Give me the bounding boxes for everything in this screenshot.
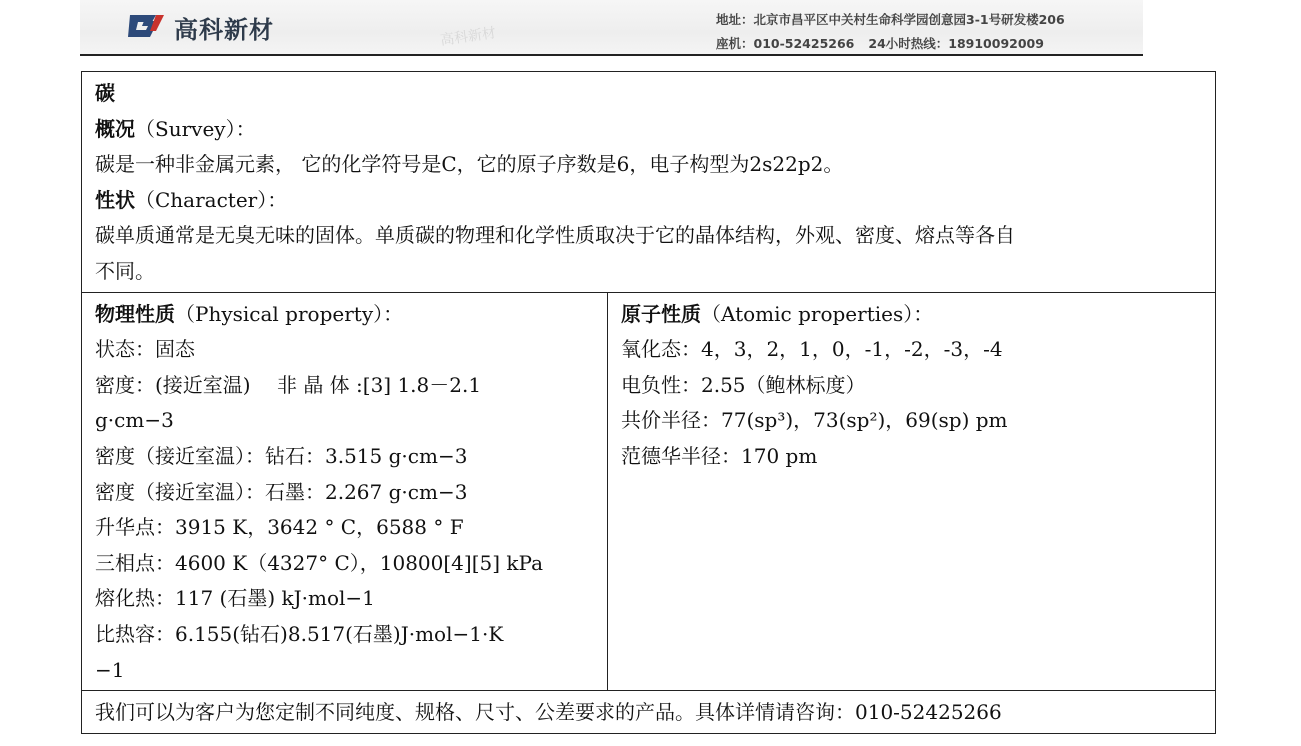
landline: 座机：010-52425266 [716, 36, 855, 51]
character-text-line-2: 不同。 [95, 258, 155, 283]
physical-properties-section [82, 292, 608, 691]
footer-section [82, 691, 1216, 734]
atomic-title: 原子性质 [621, 301, 701, 326]
physical-triple-point: 三相点：4600 K（4327° C），10800[4][5] kPa [95, 550, 543, 575]
survey-heading [95, 112, 1203, 148]
survey-text: 碳是一种非金属元素， 它的化学符号是C，它的原子序数是6，电子构型为2s22p2。 [95, 152, 844, 177]
watermark: 高科新材 [439, 25, 497, 49]
character-text-line-1: 碳单质通常是无臭无味的固体。单质碳的物理和化学性质取决于它的晶体结构，外观、密度、熔点等各自 [95, 223, 1015, 248]
physical-title-en: （Physical property）： [175, 301, 404, 326]
overview-section [82, 72, 1216, 293]
atomic-heading [621, 297, 1203, 333]
atomic-oxidation-states: 氧化态：4，3，2，1，0，-1，-2，-3，-4 [621, 337, 1003, 362]
character-title: 性状 [95, 187, 135, 212]
company-logo-icon [126, 9, 166, 43]
element-datasheet [81, 71, 1216, 734]
survey-title: 概况 [95, 116, 135, 141]
physical-state: 状态：固态 [95, 337, 195, 362]
atomic-properties-section [608, 292, 1216, 691]
physical-heat-capacity: 比热容：6.155(钻石)8.517(石墨)J·mol−1·K [95, 621, 504, 646]
survey-title-en: （Survey）： [135, 116, 256, 141]
physical-density-diamond: 密度（接近室温）：钻石：3.515 g·cm−3 [95, 443, 468, 468]
character-title-en: （Character）： [135, 187, 288, 212]
physical-heading [95, 297, 595, 333]
atomic-title-en: （Atomic properties）： [701, 301, 934, 326]
physical-density-amorphous: 密度：(接近室温) 非 晶 体 :[3] 1.8－2.1 [95, 372, 482, 397]
physical-fusion-heat: 熔化热：117 (石墨) kJ·mol−1 [95, 586, 375, 611]
character-heading [95, 183, 1203, 219]
physical-density-graphite: 密度（接近室温）：石墨：2.267 g·cm−3 [95, 479, 468, 504]
atomic-vdw-radius: 范德华半径：170 pm [621, 443, 818, 468]
physical-sublimation: 升华点：3915 K，3642 ° C，6588 ° F [95, 515, 464, 540]
element-name: 碳 [95, 81, 115, 105]
phone-line [716, 32, 1065, 56]
letterhead [80, 0, 1143, 56]
physical-title: 物理性质 [95, 301, 175, 326]
address-line: 地址：北京市昌平区中关村生命科学园创意园3-1号研发楼206 [716, 12, 1065, 27]
atomic-covalent-radius: 共价半径：77(sp³)，73(sp²)，69(sp) pm [621, 408, 1008, 433]
hotline: 24小时热线：18910092009 [868, 36, 1044, 51]
company-name: 高科新材 [174, 16, 274, 44]
footer-text: 我们可以为客户为您定制不同纯度、规格、尺寸、公差要求的产品。具体详情请咨询：010-52425266 [95, 700, 1002, 725]
physical-heat-capacity-unit: −1 [95, 657, 125, 682]
physical-density-amorphous-unit: g·cm−3 [95, 408, 174, 433]
contact-info [716, 8, 1065, 56]
atomic-electronegativity: 电负性：2.55（鲍林标度） [621, 372, 866, 397]
